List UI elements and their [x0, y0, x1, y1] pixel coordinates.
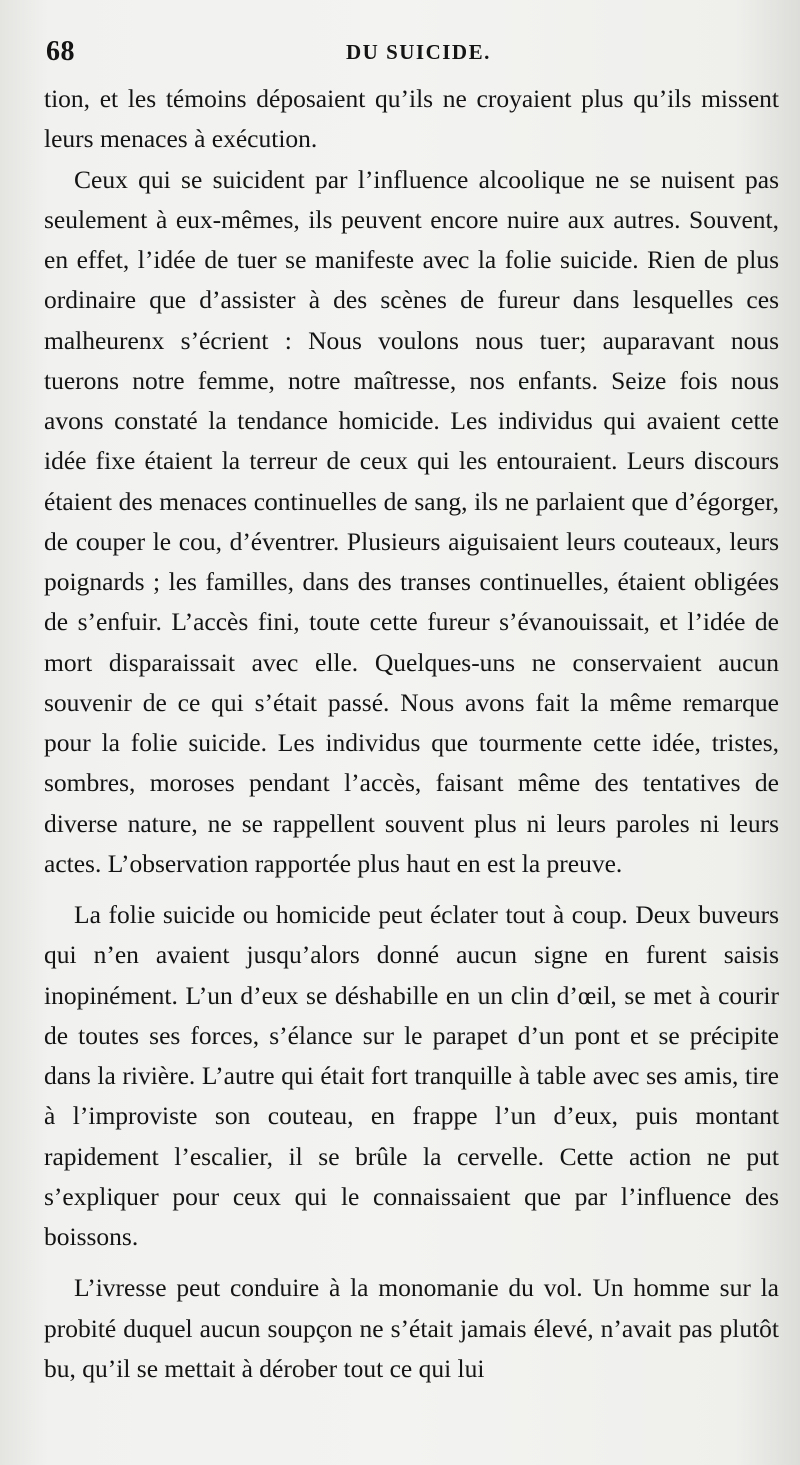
paragraph-alcoholic-suicide: Ceux qui se suicident par l’influence alcoolique ne se nuisent pas seulement à eux-mêmes, ils peuvent encore nuire aux autres. Souvent, en effet, l’idée de tuer se manifeste avec la folie suicide. Rien de plus ordinaire que d’assister à des scènes de fureur dans lesquelles ces malheurenx s’écrient : Nous voulons nous tuer; auparavant nous tuerons notre femme, notre maîtresse, nos enfants. Seize fois nous avons constaté la tendance homicide. Les individus qui avaient cette idée fixe étaient la terreur de ceux qui les entouraient. Leurs discours étaient des menaces continuelles de sang, ils ne parlaient que d’égorger, de couper le cou, d’éventrer. Plusieurs aiguisaient leurs couteaux, leurs poignards ; les familles, dans des transes continuelles, étaient obligées de s’enfuir. L’accès fini, toute cette fureur s’évanouissait, et l’idée de mort disparaissait avec elle. Quelques-uns ne conservaient aucun souvenir de ce qui s’était passé. Nous avons fait la même remarque pour la folie suicide. Les individus que tourmente cette idée, tristes, sombres, moroses pendant l’accès, faisant même des tentatives de diverse nature, ne se rappellent souvent plus ni leurs paroles ni leurs actes. L’observation rapportée plus haut en est la preuve.	[44, 164, 779, 878]
paragraph-continuation: tion, et les témoins déposaient qu’ils ne croyaient plus qu’ils missent leurs menaces à exécution.	[44, 84, 779, 154]
running-title: DU SUICIDE.	[346, 40, 491, 64]
body-text	[44, 79, 779, 1389]
running-head	[46, 36, 776, 70]
paragraph-theft-monomania: L’ivresse peut conduire à la monomanie du vol. Un homme sur la probité duquel aucun soupçon ne s’était jamais élevé, n’avait pas plutôt bu, qu’il se mettait à dérober tout ce qui lui	[44, 1273, 779, 1383]
paragraph-sudden-madness: La folie suicide ou homicide peut éclater tout à coup. Deux buveurs qui n’en avaient jusqu’alors donné aucun signe en furent saisis inopinément. L’un d’eux se déshabille en un clin d’œil, se met à courir de toutes ses forces, s’élance sur le parapet d’un pont et se précipite dans la rivière. L’autre qui était fort tranquille à table avec ses amis, tire à l’improviste son couteau, en frappe l’un d’eux, puis montant rapidement l’escalier, il se brûle la cervelle. Cette action ne put s’expliquer pour ceux qui le connaissaient que par l’influence des boissons.	[44, 900, 779, 1251]
page-number: 68	[46, 36, 75, 67]
